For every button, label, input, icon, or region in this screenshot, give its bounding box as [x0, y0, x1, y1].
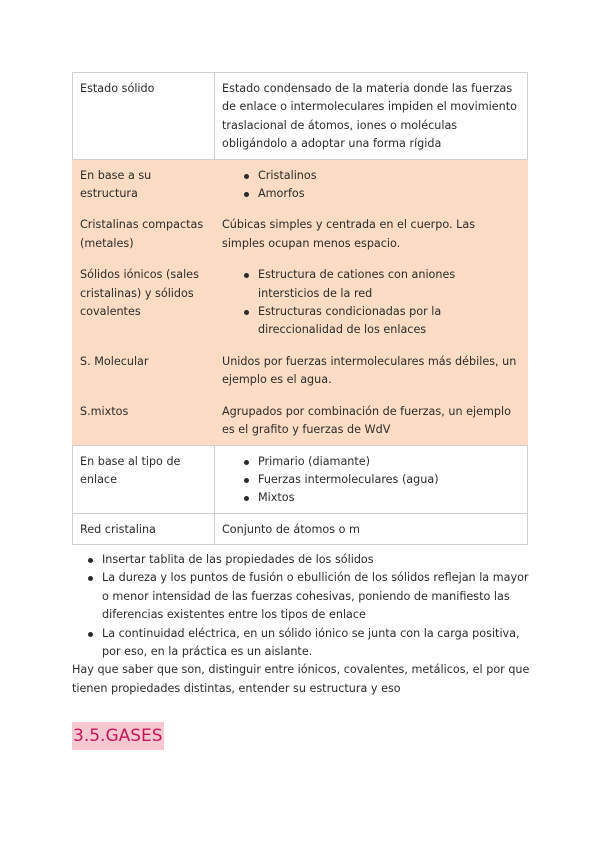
row-label: Estado sólido: [73, 73, 215, 160]
closing-paragraph: Hay que saber que son, distinguir entre iónicos, covalentes, metálicos, el por que tienen propiedades distintas, entender su estructura y eso: [72, 663, 530, 695]
row-description: Conjunto de átomos o m: [215, 513, 528, 544]
cell-list: [222, 167, 520, 204]
row-description: [215, 159, 528, 209]
row-label: En base al tipo de enlace: [73, 445, 215, 513]
list-item: Fuerzas intermoleculares (agua): [258, 471, 520, 489]
solids-table: [72, 72, 528, 545]
list-item: Mixtos: [258, 489, 520, 507]
section-heading: 3.5.GASES: [72, 722, 164, 750]
row-description: Agrupados por combinación de fuerzas, un ejemplo es el grafito y fuerzas de WdV: [215, 395, 528, 445]
row-description: Estado condensado de la materia donde las fuerzas de enlace o intermoleculares impiden el movimiento traslacional de átomos, iones o moléculas obligándolo a adoptar una forma rígida: [215, 73, 528, 160]
table-row: [73, 445, 528, 513]
list-item: Amorfos: [258, 185, 520, 203]
notes-list: [72, 551, 532, 661]
list-item: La dureza y los puntos de fusión o ebullición de los sólidos reflejan la mayor o menor intensidad de las fuerzas cohesivas, poniendo de manifiesto las diferencias existentes entre los tipos de enlace: [102, 569, 532, 624]
table-row: [73, 513, 528, 544]
table-row: [73, 73, 528, 160]
row-label: Red cristalina: [73, 513, 215, 544]
table-row: [73, 395, 528, 445]
list-item: Insertar tablita de las propiedades de los sólidos: [102, 551, 532, 569]
list-item: La continuidad eléctrica, en un sólido iónico se junta con la carga positiva, por eso, en la práctica es un aislante.: [102, 625, 532, 662]
cell-list: [222, 453, 520, 508]
table-row: [73, 259, 528, 346]
table-row: [73, 345, 528, 395]
list-item: Primario (diamante): [258, 453, 520, 471]
row-label: Cristalinas compactas (metales): [73, 209, 215, 259]
list-item: Estructuras condicionadas por la direccionalidad de los enlaces: [258, 303, 520, 340]
list-item: Estructura de cationes con aniones intersticios de la red: [258, 266, 520, 303]
row-description: Unidos por fuerzas intermoleculares más débiles, un ejemplo es el agua.: [215, 345, 528, 395]
row-description: Cúbicas simples y centrada en el cuerpo. Las simples ocupan menos espacio.: [215, 209, 528, 259]
table-row: [73, 159, 528, 209]
row-label: S.mixtos: [73, 395, 215, 445]
row-label: En base a su estructura: [73, 159, 215, 209]
row-label: S. Molecular: [73, 345, 215, 395]
list-item: Cristalinos: [258, 167, 520, 185]
table-row: [73, 209, 528, 259]
row-description: [215, 259, 528, 346]
row-description: [215, 445, 528, 513]
cell-list: [222, 266, 520, 340]
notes-section: [72, 551, 532, 698]
row-label: Sólidos iónicos (sales cristalinas) y sólidos covalentes: [73, 259, 215, 346]
